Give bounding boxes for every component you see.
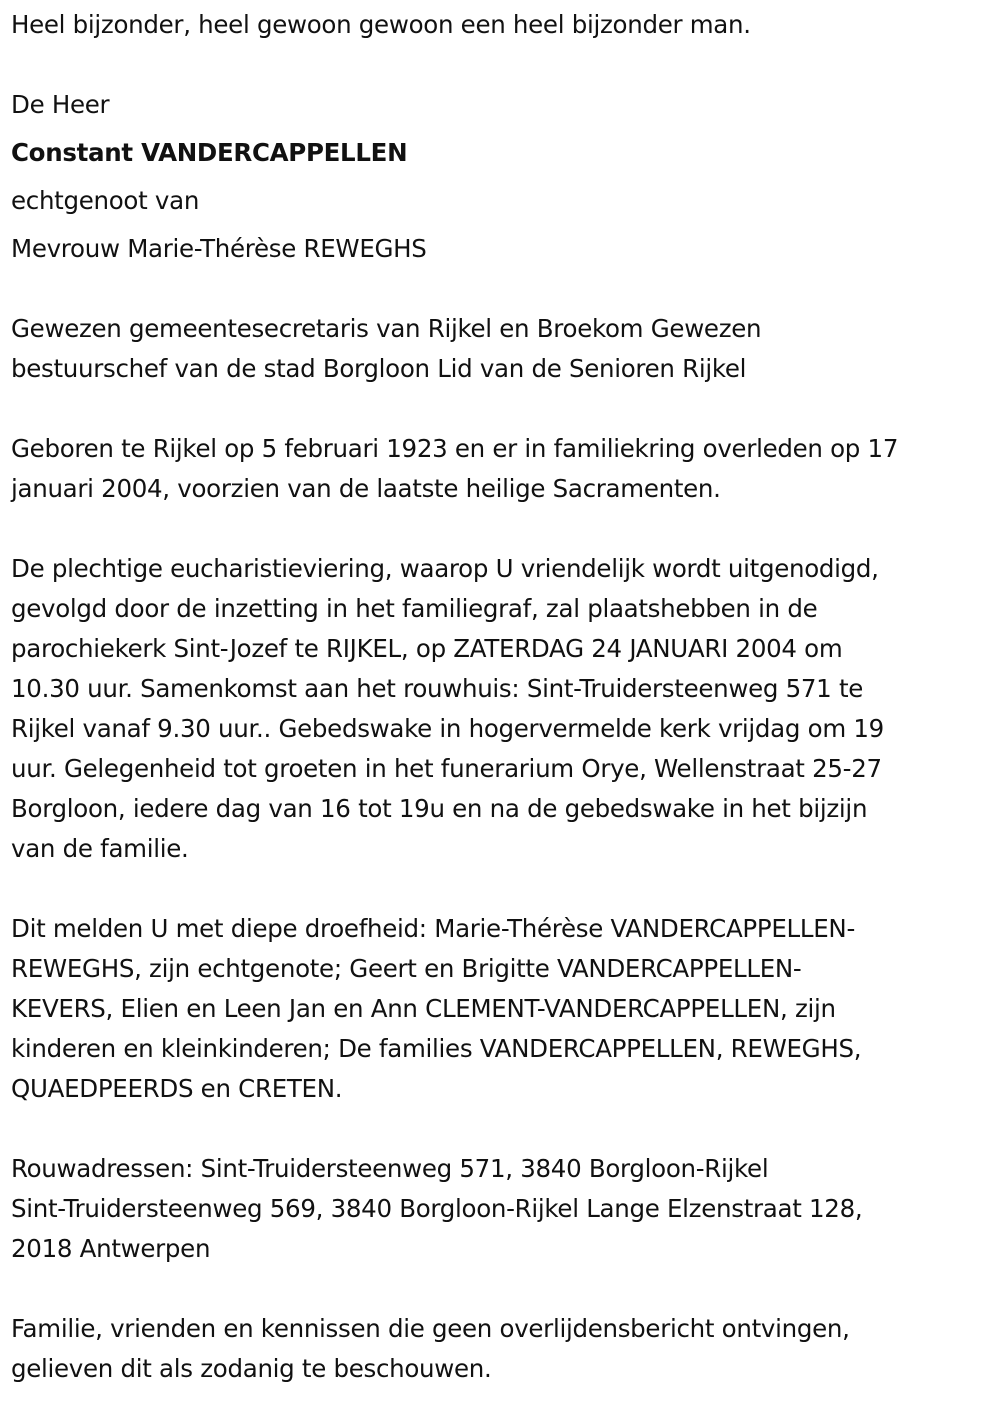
spacer	[11, 869, 991, 909]
birth-death-paragraph	[11, 429, 991, 509]
ceremony-line: Borgloon, iedere dag van 16 tot 19u en na de gebedswake in het bijzijn	[11, 794, 868, 823]
spacer	[11, 1109, 991, 1149]
deceased-block	[11, 85, 991, 269]
address-line: Rouwadressen: Sint-Truidersteenweg 571, 3840 Borgloon-Rijkel	[11, 1154, 769, 1183]
career-line: bestuurschef van de stad Borgloon Lid van de Senioren Rijkel	[11, 354, 747, 383]
deceased-name-text: Constant VANDERCAPPELLEN	[11, 138, 408, 167]
birth-death-line: januari 2004, voorzien van de laatste heilige Sacramenten.	[11, 474, 721, 503]
address-line: Sint-Truidersteenweg 569, 3840 Borgloon-Rijkel Lange Elzenstraat 128,	[11, 1194, 863, 1223]
deceased-name	[11, 133, 991, 173]
address-line: 2018 Antwerpen	[11, 1234, 211, 1263]
spouse: Mevrouw Marie-Thérèse REWEGHS	[11, 234, 427, 263]
ceremony-line: De plechtige eucharistieviering, waarop U vriendelijk wordt uitgenodigd,	[11, 554, 879, 583]
ceremony-line: gevolgd door de inzetting in het familiegraf, zal plaatshebben in de	[11, 594, 818, 623]
ceremony-line: van de familie.	[11, 834, 189, 863]
ceremony-line: 10.30 uur. Samenkomst aan het rouwhuis: Sint-Truidersteenweg 571 te	[11, 674, 864, 703]
birth-death-line: Geboren te Rijkel op 5 februari 1923 en er in familiekring overleden op 17	[11, 434, 899, 463]
ceremony-paragraph	[11, 549, 991, 869]
spacer	[11, 1269, 991, 1309]
announcement-line: QUAEDPEERDS en CRETEN.	[11, 1074, 343, 1103]
relation: echtgenoot van	[11, 186, 200, 215]
addresses-paragraph	[11, 1149, 991, 1269]
announcement-line: Dit melden U met diepe droefheid: Marie-Thérèse VANDERCAPPELLEN-	[11, 914, 855, 943]
closing-line: Familie, vrienden en kennissen die geen overlijdensbericht ontvingen,	[11, 1314, 850, 1343]
announcement-paragraph	[11, 909, 991, 1109]
obituary-document	[11, 0, 991, 1389]
spacer	[11, 45, 991, 85]
spacer	[11, 389, 991, 429]
closing-line: gelieven dit als zodanig te beschouwen.	[11, 1354, 492, 1383]
career-line: Gewezen gemeentesecretaris van Rijkel en Broekom Gewezen	[11, 314, 762, 343]
spacer	[11, 269, 991, 309]
ceremony-line: Rijkel vanaf 9.30 uur.. Gebedswake in hogervermelde kerk vrijdag om 19	[11, 714, 884, 743]
ceremony-line: uur. Gelegenheid tot groeten in het funerarium Orye, Wellenstraat 25-27	[11, 754, 882, 783]
career-paragraph	[11, 309, 991, 389]
announcement-line: REWEGHS, zijn echtgenote; Geert en Brigitte VANDERCAPPELLEN-	[11, 954, 802, 983]
salutation: De Heer	[11, 90, 110, 119]
announcement-line: kinderen en kleinkinderen; De families VANDERCAPPELLEN, REWEGHS,	[11, 1034, 862, 1063]
closing-paragraph	[11, 1309, 991, 1389]
ceremony-line: parochiekerk Sint-Jozef te RIJKEL, op ZATERDAG 24 JANUARI 2004 om	[11, 634, 843, 663]
intro-text: Heel bijzonder, heel gewoon gewoon een heel bijzonder man.	[11, 10, 751, 39]
spacer	[11, 509, 991, 549]
announcement-line: KEVERS, Elien en Leen Jan en Ann CLEMENT-VANDERCAPPELLEN, zijn	[11, 994, 836, 1023]
